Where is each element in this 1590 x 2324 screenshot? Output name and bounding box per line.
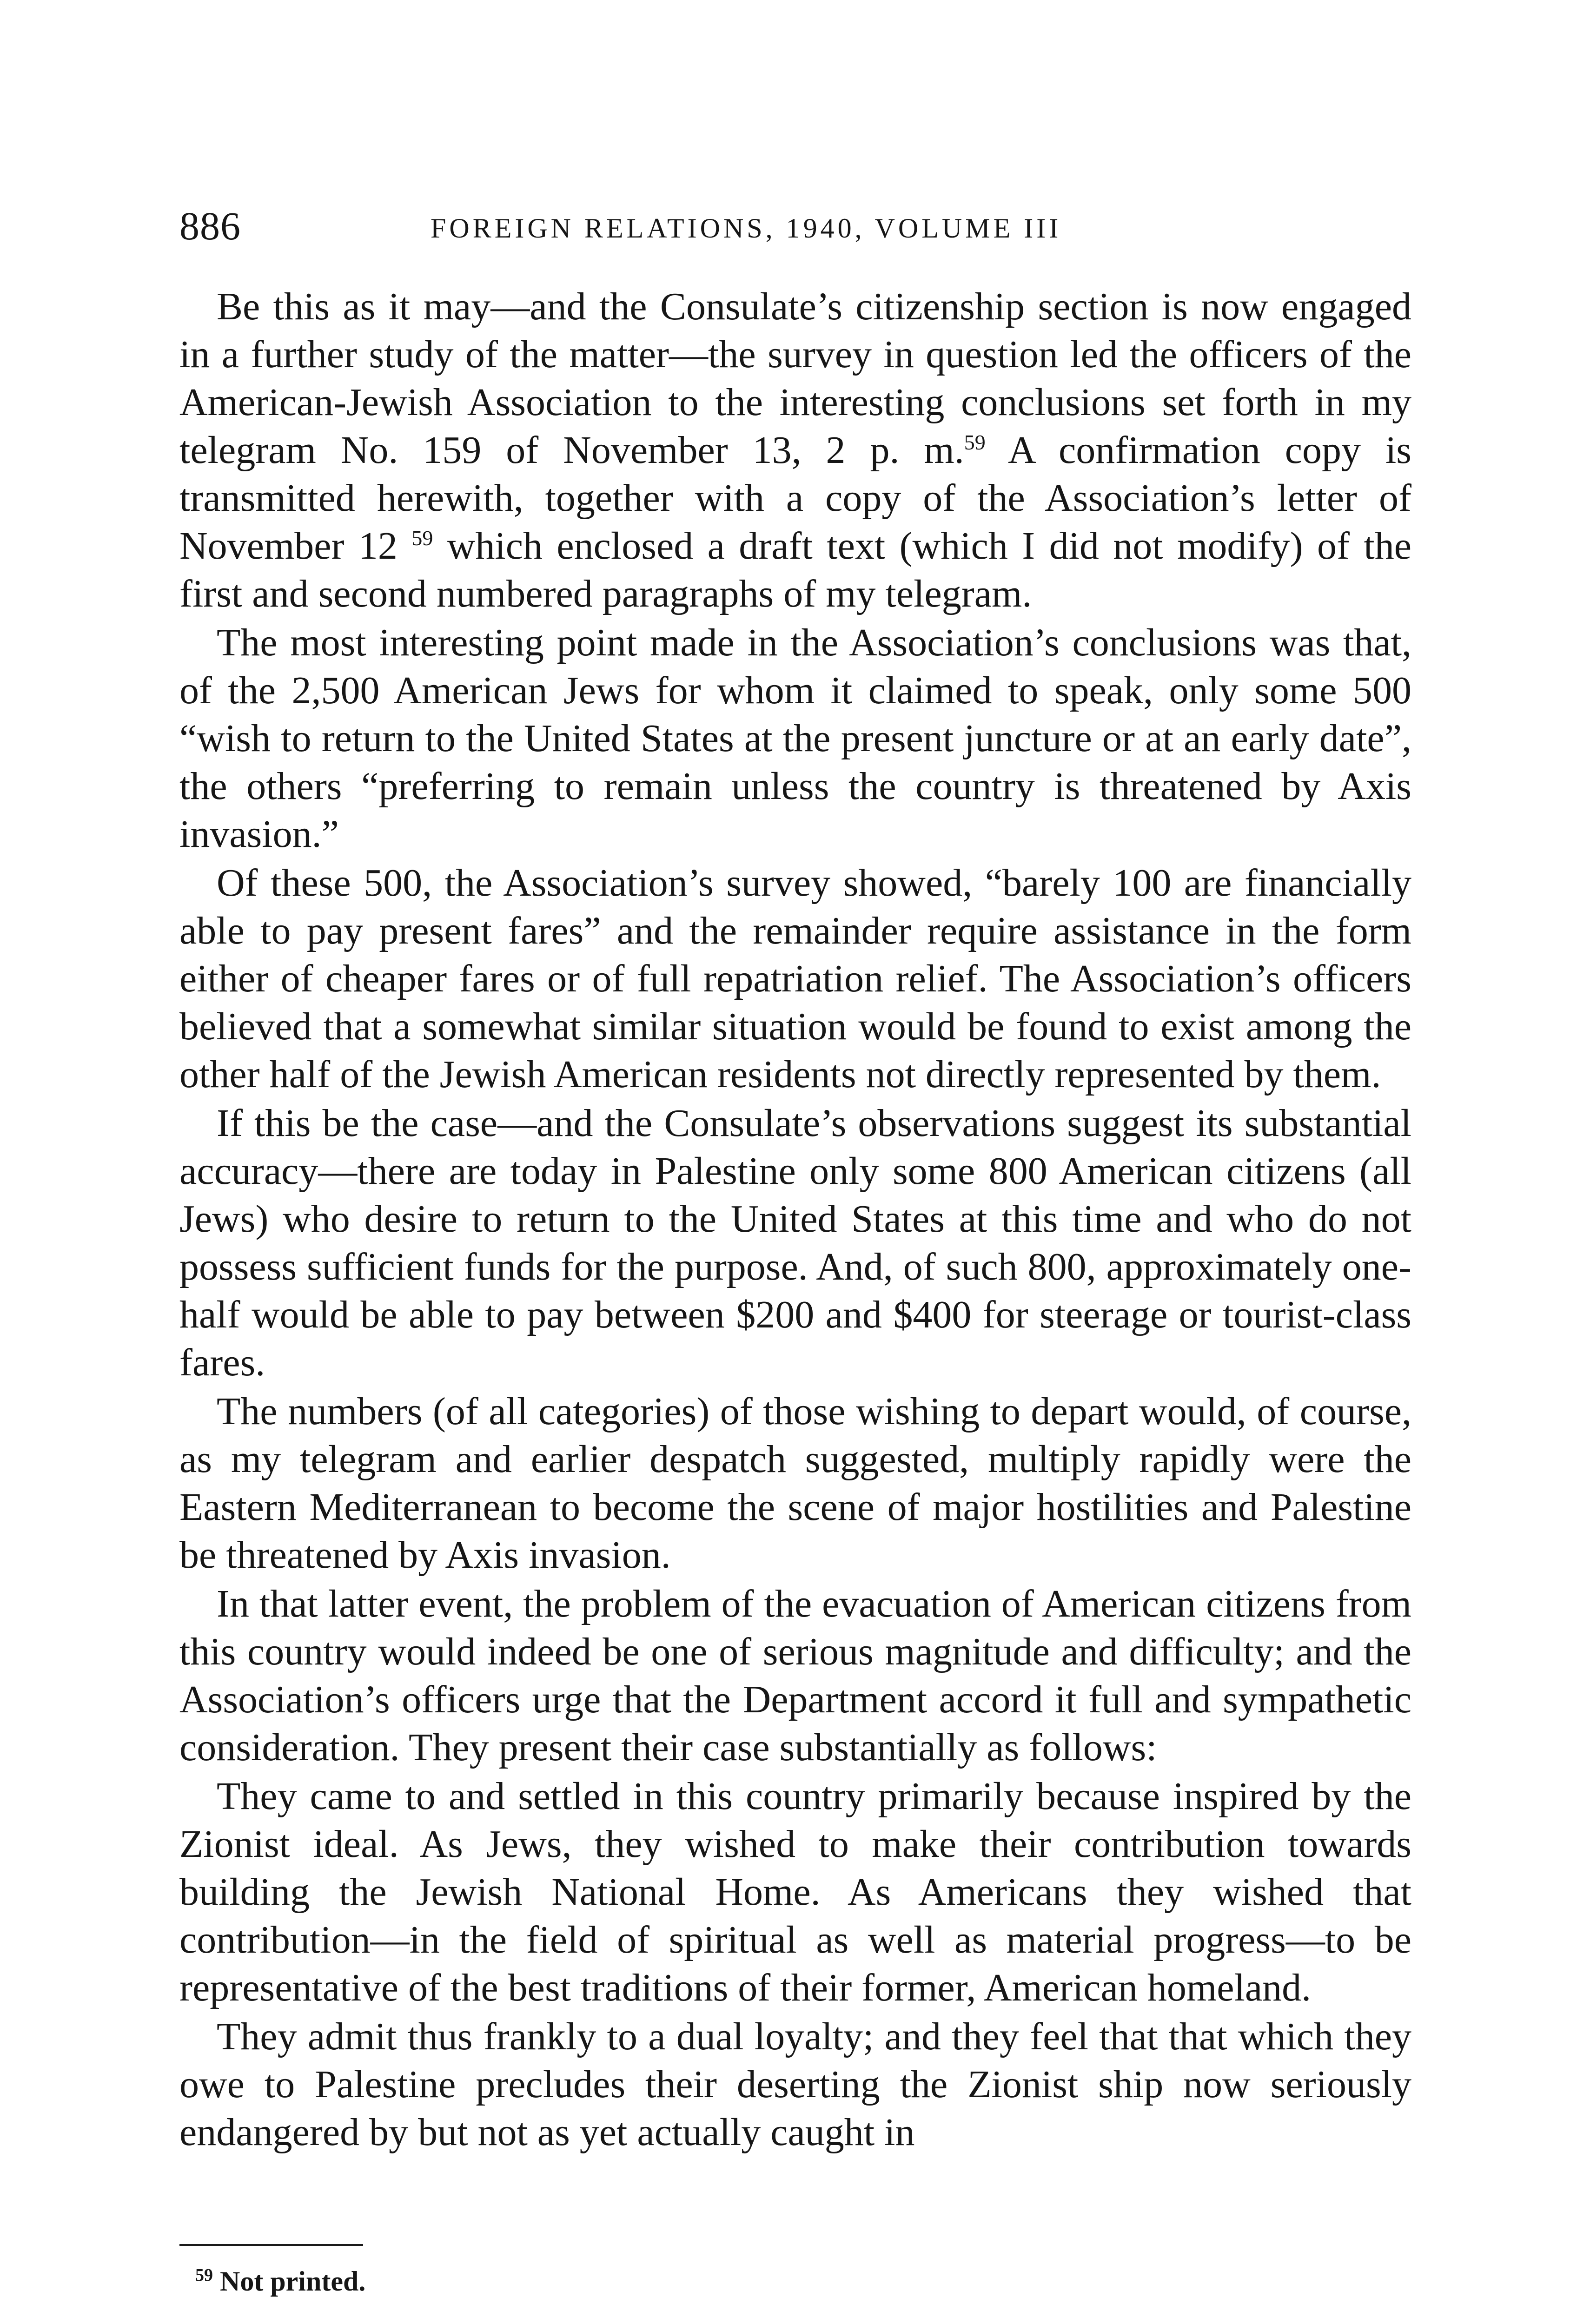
paragraph: Of these 500, the Association’s survey showed, “barely 100 are financially able to pay present fares” and the remainder require assistance in the form either of cheaper fares or of full repatriation relief. The Association’s officers believed that a somewhat similar situation would be found to exist among the other half of the Jewish American residents not directly represented by them. — [179, 861, 1411, 1096]
paragraph-text: which enclosed a draft text (which I did not modify) of the first and second numbered paragraphs of my telegram. — [179, 524, 1411, 615]
paragraph — [179, 283, 1411, 618]
paragraph: In that latter event, the problem of the evacuation of American citizens from this country would indeed be one of serious magnitude and difficulty; and the Association’s officers urge that the Department accord it full and sympathetic consideration. They present their case substantially as follows: — [179, 1582, 1411, 1769]
footnote-reference: 59 — [411, 526, 433, 550]
footnote-reference: 59 — [964, 430, 986, 454]
paragraph: The numbers (of all categories) of those wishing to depart would, of course, as my telegram and earlier despatch suggested, multiply rapidly were the Eastern Mediterranean to become the scene of major hostilities and Palestine be threatened by Axis invasion. — [179, 1390, 1411, 1577]
footnote-text: Not printed. — [213, 2266, 366, 2297]
paragraph: If this be the case—and the Consulate’s observations suggest its substantial accuracy—there are today in Palestine only some 800 American citizens (all Jews) who desire to return to the United States at this time and who do not possess sufficient funds for the purpose. And, of such 800, approximately one-half would be able to pay between $200 and $400 for steerage or tourist-class fares. — [179, 1102, 1411, 1384]
footnote-marker: 59 — [195, 2265, 213, 2285]
paragraph-text: A confirmation copy is transmitted herewith, together with a copy of the Association’s letter of November 12 — [179, 429, 1411, 568]
paragraph: They came to and settled in this country primarily because inspired by the Zionist ideal. As Jews, they wished to make their contribution towards building the Jewish National Home. As Americans they wished that contribution—in the field of spiritual as well as material progress—to be representative of the best traditions of their former, American homeland. — [179, 1775, 1411, 2009]
running-head: FOREIGN RELATIONS, 1940, VOLUME III — [431, 213, 1062, 244]
page-header — [179, 203, 1411, 254]
paragraph-text: Be this as it may—and the Consulate’s citizenship section is now engaged in a further study of the matter—the survey in question led the officers of the American-Jewish Association to the interesting conclusions set forth in my telegram No. 159 of November 13, 2 p. m. — [179, 285, 1411, 472]
footnote — [195, 2263, 365, 2300]
paragraph: The most interesting point made in the Association’s conclusions was that, of the 2,500 American Jews for whom it claimed to speak, only some 500 “wish to return to the United States at the present juncture or at an early date”, the others “preferring to remain unless the country is threatened by Axis invasion.” — [179, 621, 1411, 856]
body-text — [179, 283, 1411, 2156]
page-number: 886 — [179, 204, 241, 248]
paragraph: They admit thus frankly to a dual loyalty; and they feel that that which they owe to Palestine precludes their deserting the Zionist ship now seriously endangered by but not as yet actually caught in — [179, 2015, 1411, 2154]
footnote-divider — [179, 2244, 363, 2246]
